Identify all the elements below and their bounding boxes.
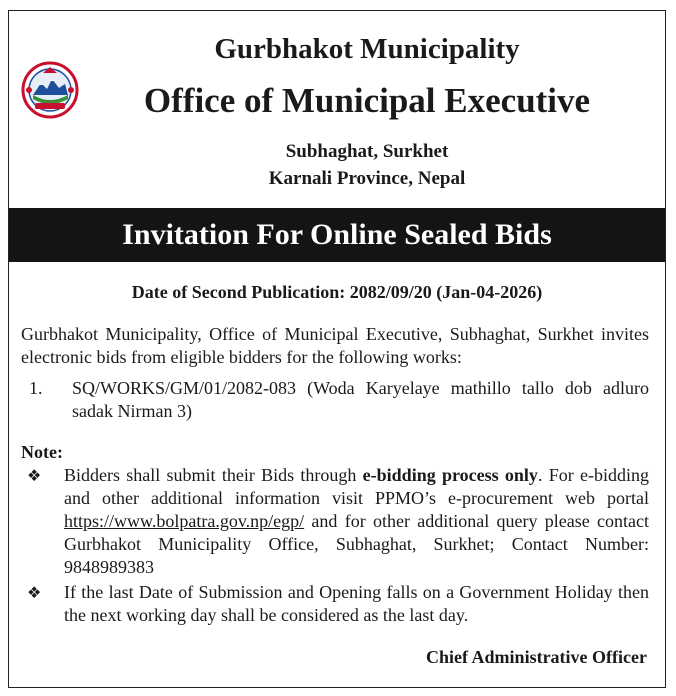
work-item bbox=[21, 377, 649, 423]
municipality-name: Gurbhakot Municipality bbox=[214, 33, 520, 65]
publication-date: Date of Second Publication: 2082/09/20 (Jan-04-2026) bbox=[131, 282, 543, 302]
signoff: Chief Administrative Officer bbox=[426, 647, 647, 667]
note-bullet-1 bbox=[21, 464, 649, 579]
diamond-bullet-icon: ❖ bbox=[27, 583, 42, 602]
address-line-1: Subhaghat, Surkhet bbox=[285, 141, 449, 162]
note-bullet-1-text bbox=[64, 464, 649, 579]
note-bullet-1-part1: Bidders shall submit their Bids through bbox=[64, 465, 363, 485]
intro-paragraph: Gurbhakot Municipality, Office of Municipal Executive, Subhaghat, Surkhet invites electronic bids from eligible bidders for the following works: bbox=[21, 324, 649, 367]
address-line-2: Karnali Province, Nepal bbox=[268, 168, 466, 189]
note-bullet-1-part3: and for other additional query please contact Gurbhakot Municipality Office, Subhaghat, Surkhet; Contact Number: 9848989383 bbox=[64, 511, 649, 577]
note-bullet-1-bold: e-bidding process only bbox=[362, 465, 538, 485]
work-item-text: SQ/WORKS/GM/01/2082-083 (Woda Karyelaye mathillo tallo dob adluro sadak Nirman 3) bbox=[72, 378, 649, 421]
ppmo-portal-link[interactable]: https://www.bolpatra.gov.np/egp/ bbox=[64, 511, 305, 531]
diamond-bullet-icon: ❖ bbox=[27, 466, 42, 485]
note-bullet-2 bbox=[21, 581, 649, 627]
note-bullet-2-text: If the last Date of Submission and Opening falls on a Government Holiday then the next working day shall be considered as the last day. bbox=[64, 582, 649, 625]
work-item-number: 1. bbox=[29, 378, 43, 398]
notice-title-banner: Invitation For Online Sealed Bids bbox=[9, 208, 665, 262]
note-bullet-1-part2: . For e-bidding and other additional information visit PPMO’s e-procurement web portal bbox=[64, 465, 649, 508]
note-heading: Note: bbox=[21, 442, 63, 462]
bid-notice bbox=[8, 10, 666, 688]
office-name: Office of Municipal Executive bbox=[143, 81, 591, 120]
